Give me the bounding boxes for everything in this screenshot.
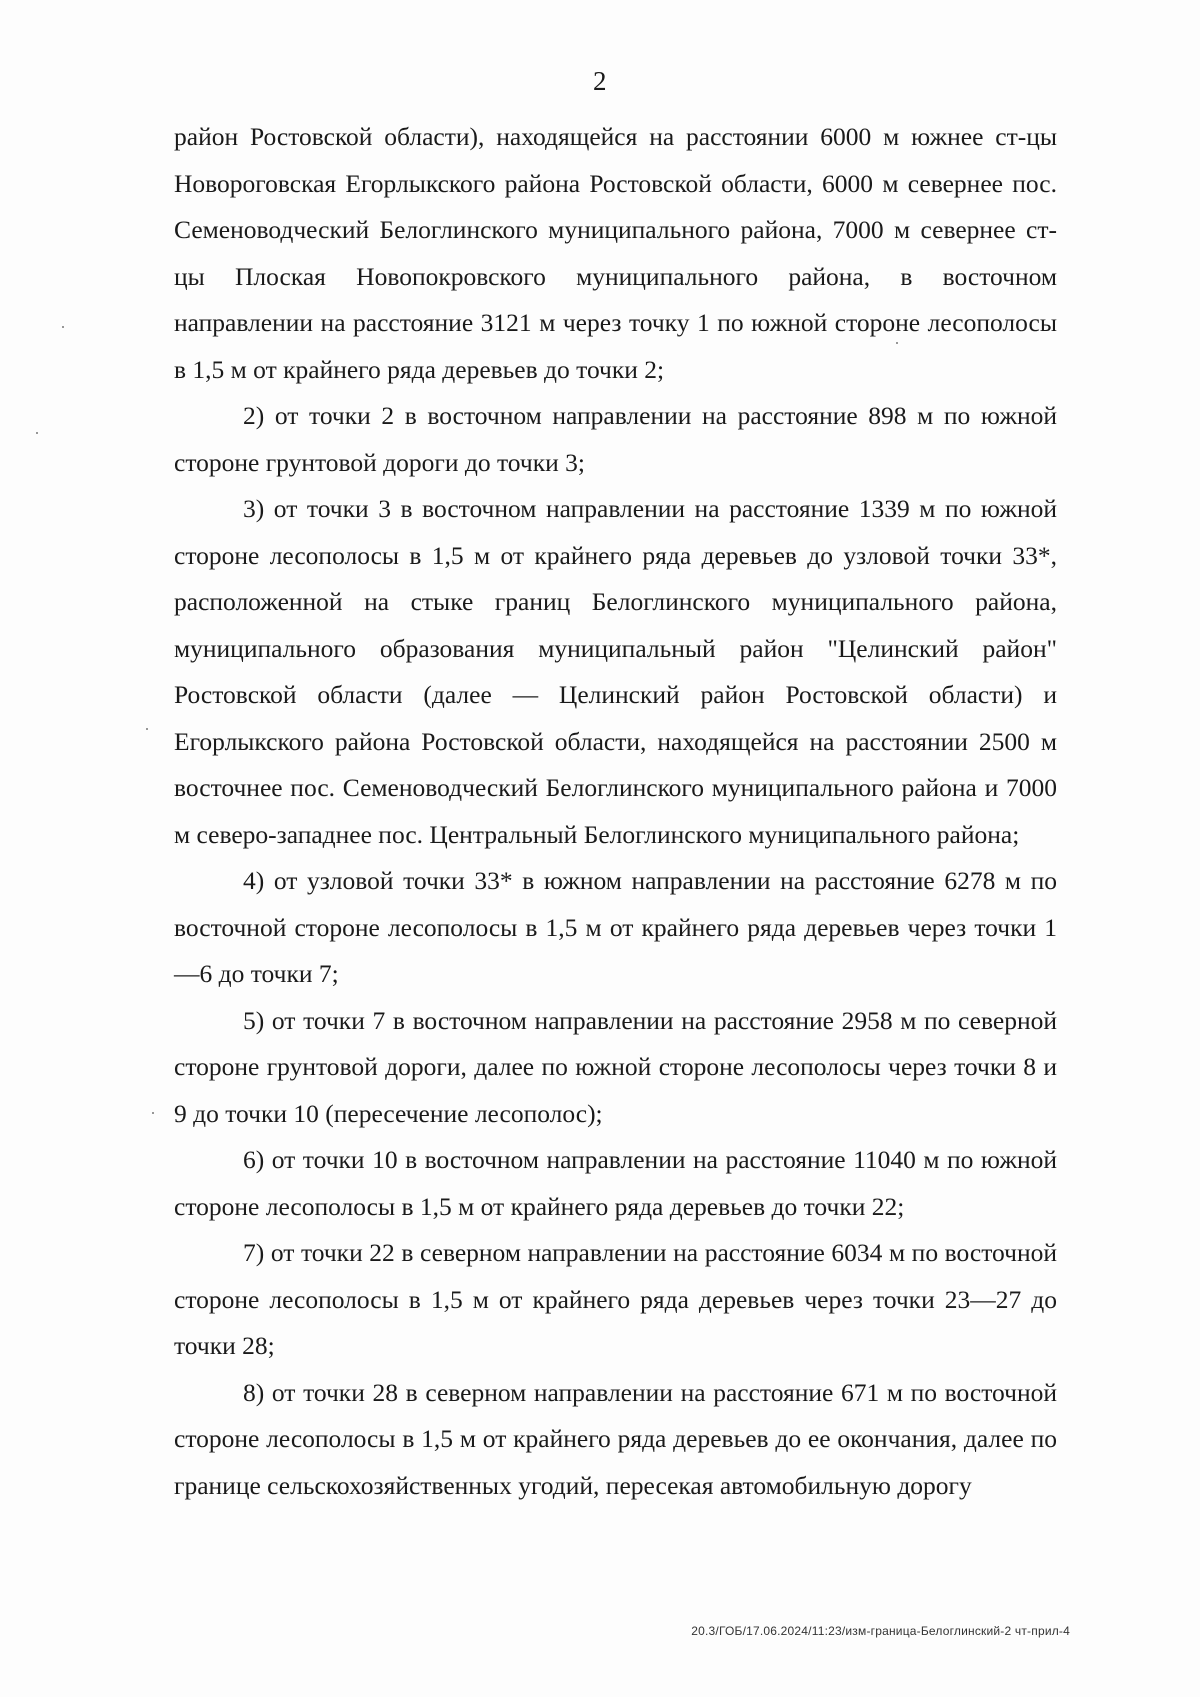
document-body	[174, 114, 1057, 1509]
paragraph-item-5: 5) от точки 7 в восточном направлении на расстояние 2958 м по северной стороне грунтовой дороги, далее по южной стороне лесополосы через точки 8 и 9 до точки 10 (пересечение лесополос);	[174, 1005, 1057, 1128]
paragraph-continuation: район Ростовской области), находящейся на расстоянии 6000 м южнее ст-цы Новороговская Егорлыкского района Ростовской области, 6000 м севернее пос. Семеноводческий Белоглинского муниципального района, 7000 м севернее ст-цы Плоская Новопокровского муниципального района, в восточном направлении на расстояние 3121 м через точку 1 по южной стороне лесополосы в 1,5 м от крайнего ряда деревьев до точки 2;	[174, 122, 1057, 384]
paragraph-item-4: 4) от узловой точки 33* в южном направлении на расстояние 6278 м по восточной стороне лесополосы в 1,5 м от крайнего ряда деревьев через точки 1—6 до точки 7;	[174, 866, 1057, 988]
scan-speck	[62, 326, 64, 328]
scan-speck	[152, 1112, 154, 1114]
paragraph-item-2: 2) от точки 2 в восточном направлении на расстояние 898 м по южной стороне грунтовой дороги до точки 3;	[174, 401, 1057, 477]
paragraph-item-8: 8) от точки 28 в северном направлении на расстояние 671 м по восточной стороне лесополосы в 1,5 м от крайнего ряда деревьев до ее окончания, далее по границе сельскохозяйственных угодий, пересекая автомобильную дорогу	[174, 1377, 1057, 1500]
page-number: 2	[593, 66, 607, 96]
paragraph-item-3: 3) от точки 3 в восточном направлении на расстояние 1339 м по южной стороне лесополосы в 1,5 м от крайнего ряда деревьев до узловой точки 33*, расположенной на стыке границ Белоглинского муниципального района, муниципального образования муниципальный район "Целинский район" Ростовской области (далее — Целинский район Ростовской области) и Егорлыкского района Ростовской области, находящейся на расстоянии 2500 м восточнее пос. Семеноводческий Белоглинского муниципального района и 7000 м северо-западнее пос. Центральный Белоглинского муниципального района;	[174, 494, 1057, 849]
scan-speck	[146, 728, 148, 730]
paragraph-item-7: 7) от точки 22 в северном направлении на расстояние 6034 м по восточной стороне лесополосы в 1,5 м от крайнего ряда деревьев через точки 23—27 до точки 28;	[174, 1238, 1057, 1360]
paragraph-item-6: 6) от точки 10 в восточном направлении на расстояние 11040 м по южной стороне лесополосы в 1,5 м от крайнего ряда деревьев до точки 22;	[174, 1145, 1057, 1221]
document-footer-code: 20.3/ГОБ/17.06.2024/11:23/изм-граница-Белоглинский-2 чт-прил-4	[691, 1624, 1070, 1638]
scan-speck	[896, 342, 898, 344]
scan-speck	[36, 432, 38, 434]
